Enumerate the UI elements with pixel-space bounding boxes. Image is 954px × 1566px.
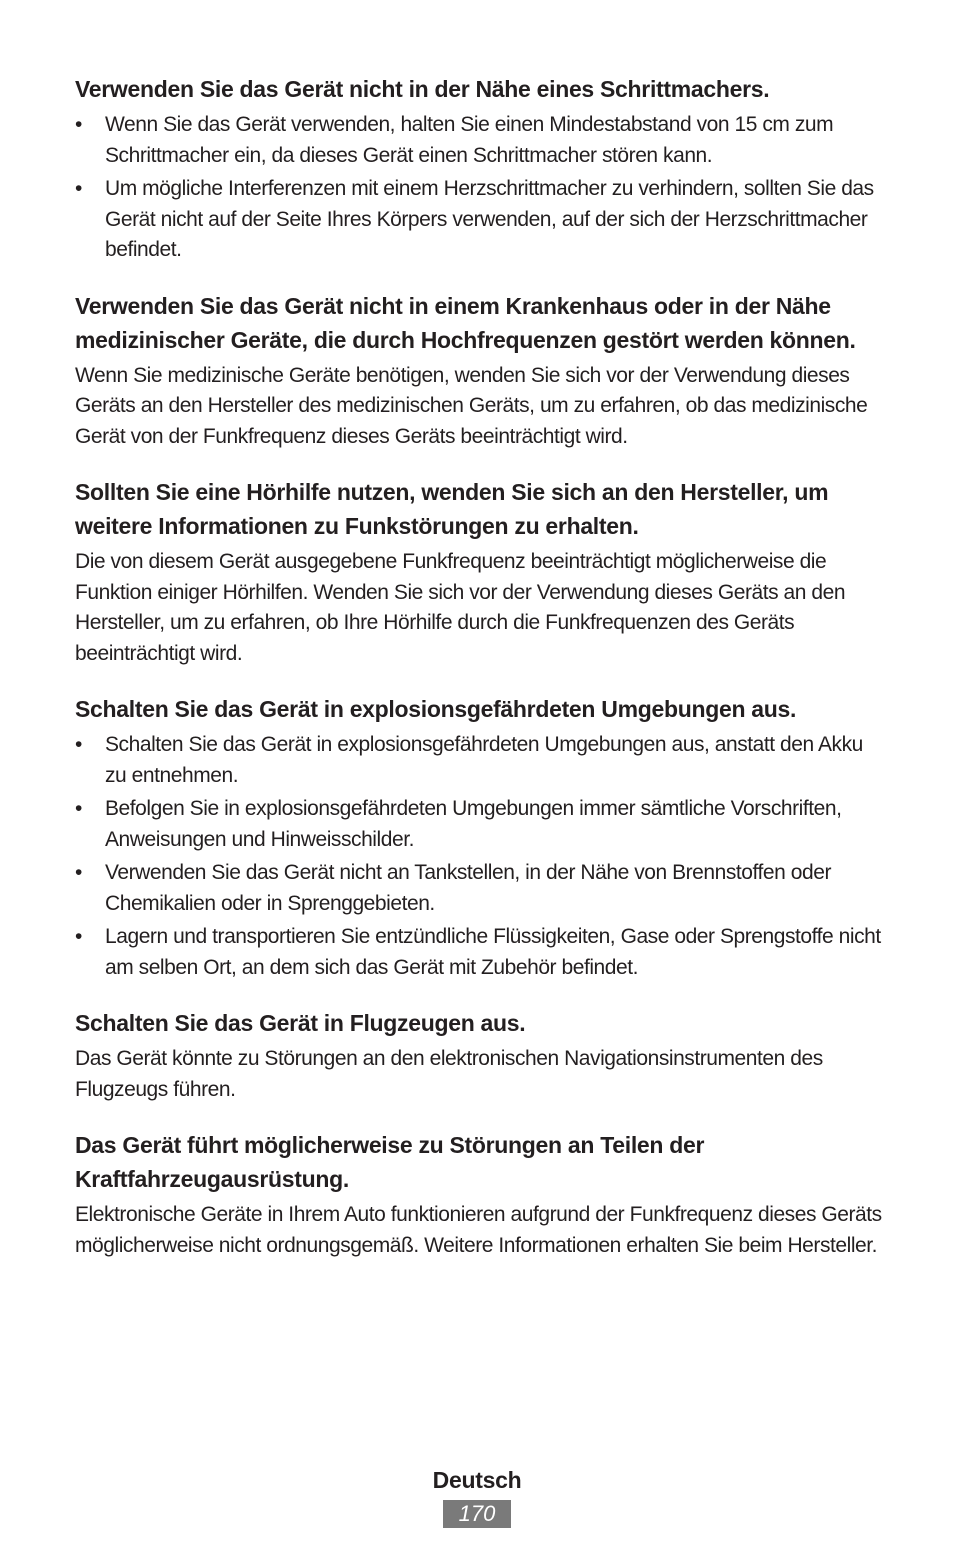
section-hospital <box>75 289 887 453</box>
bullet-list <box>75 110 887 266</box>
page-content <box>75 72 887 1284</box>
section-heading: Schalten Sie das Gerät in explosionsgefährdeten Umgebungen aus. <box>75 696 797 722</box>
section-pacemaker <box>75 72 887 266</box>
bullet-icon: • <box>75 797 82 820</box>
section-paragraph: Die von diesem Gerät ausgegebene Funkfrequenz beeinträchtigt möglicherweise die Funktion einiger Hörhilfen. Wenden Sie sich vor der Verwendung dieses Geräts an den Hersteller, um zu erfahren, ob Ihre Hörhilfe durch die Funkfrequenzen des Geräts beeinträchtigt wird. <box>75 550 846 665</box>
bullet-icon: • <box>75 177 82 200</box>
section-heading: Schalten Sie das Gerät in Flugzeugen aus. <box>75 1010 526 1036</box>
list-item-text: Lagern und transportieren Sie entzündliche Flüssigkeiten, Gase oder Sprengstoffe nicht am selben Ort, an dem sich das Gerät mit Zubehör befindet. <box>105 925 881 979</box>
bullet-icon: • <box>75 925 82 948</box>
page-footer <box>0 1463 954 1528</box>
list-item <box>75 110 887 171</box>
section-aircraft <box>75 1006 887 1105</box>
list-item-text: Befolgen Sie in explosionsgefährdeten Umgebungen immer sämtliche Vorschriften, Anweisungen und Hinweisschilder. <box>105 797 842 851</box>
section-paragraph: Das Gerät könnte zu Störungen an den elektronischen Navigationsinstrumenten des Flugzeugs führen. <box>75 1047 823 1101</box>
section-heading: Das Gerät führt möglicherweise zu Störungen an Teilen der Kraftfahrzeugausrüstung. <box>75 1132 705 1192</box>
list-item-text: Um mögliche Interferenzen mit einem Herzschrittmacher zu verhindern, sollten Sie das Gerät nicht auf der Seite Ihres Körpers verwenden, auf der sich der Herzschrittmacher befindet. <box>105 177 874 261</box>
list-item <box>75 858 887 919</box>
list-item <box>75 730 887 791</box>
bullet-icon: • <box>75 113 82 136</box>
section-heading: Verwenden Sie das Gerät nicht in einem Krankenhaus oder in der Nähe medizinischer Geräte, die durch Hochfrequenzen gestört werden können. <box>75 292 856 353</box>
list-item-text: Wenn Sie das Gerät verwenden, halten Sie einen Mindestabstand von 15 cm zum Schrittmacher ein, da dieses Gerät einen Schrittmacher stören kann. <box>105 113 834 167</box>
footer-language: Deutsch <box>432 1467 522 1493</box>
section-heading: Sollten Sie eine Hörhilfe nutzen, wenden Sie sich an den Hersteller, um weitere Informationen zu Funkstörungen zu erhalten. <box>75 479 829 539</box>
list-item <box>75 174 887 266</box>
list-item <box>75 794 887 855</box>
section-explosive-environments <box>75 692 887 983</box>
page-number: 170 <box>443 1500 511 1528</box>
section-hearing-aid <box>75 475 887 669</box>
bullet-icon: • <box>75 733 82 756</box>
list-item-text: Schalten Sie das Gerät in explosionsgefährdeten Umgebungen aus, anstatt den Akku zu entnehmen. <box>105 733 863 787</box>
list-item <box>75 922 887 983</box>
section-paragraph: Elektronische Geräte in Ihrem Auto funktionieren aufgrund der Funkfrequenz dieses Geräts möglicherweise nicht ordnungsgemäß. Weitere Informationen erhalten Sie beim Hersteller. <box>75 1203 882 1257</box>
section-heading: Verwenden Sie das Gerät nicht in der Nähe eines Schrittmachers. <box>75 76 770 102</box>
section-vehicle <box>75 1128 887 1261</box>
list-item-text: Verwenden Sie das Gerät nicht an Tankstellen, in der Nähe von Brennstoffen oder Chemikalien oder in Sprenggebieten. <box>105 861 831 915</box>
section-paragraph: Wenn Sie medizinische Geräte benötigen, wenden Sie sich vor der Verwendung dieses Geräts an den Hersteller des medizinischen Geräts, um zu erfahren, ob das medizinische Gerät von der Funkfrequenz dieses Geräts beeinträchtigt wird. <box>75 363 868 448</box>
bullet-icon: • <box>75 861 82 884</box>
bullet-list <box>75 730 887 983</box>
